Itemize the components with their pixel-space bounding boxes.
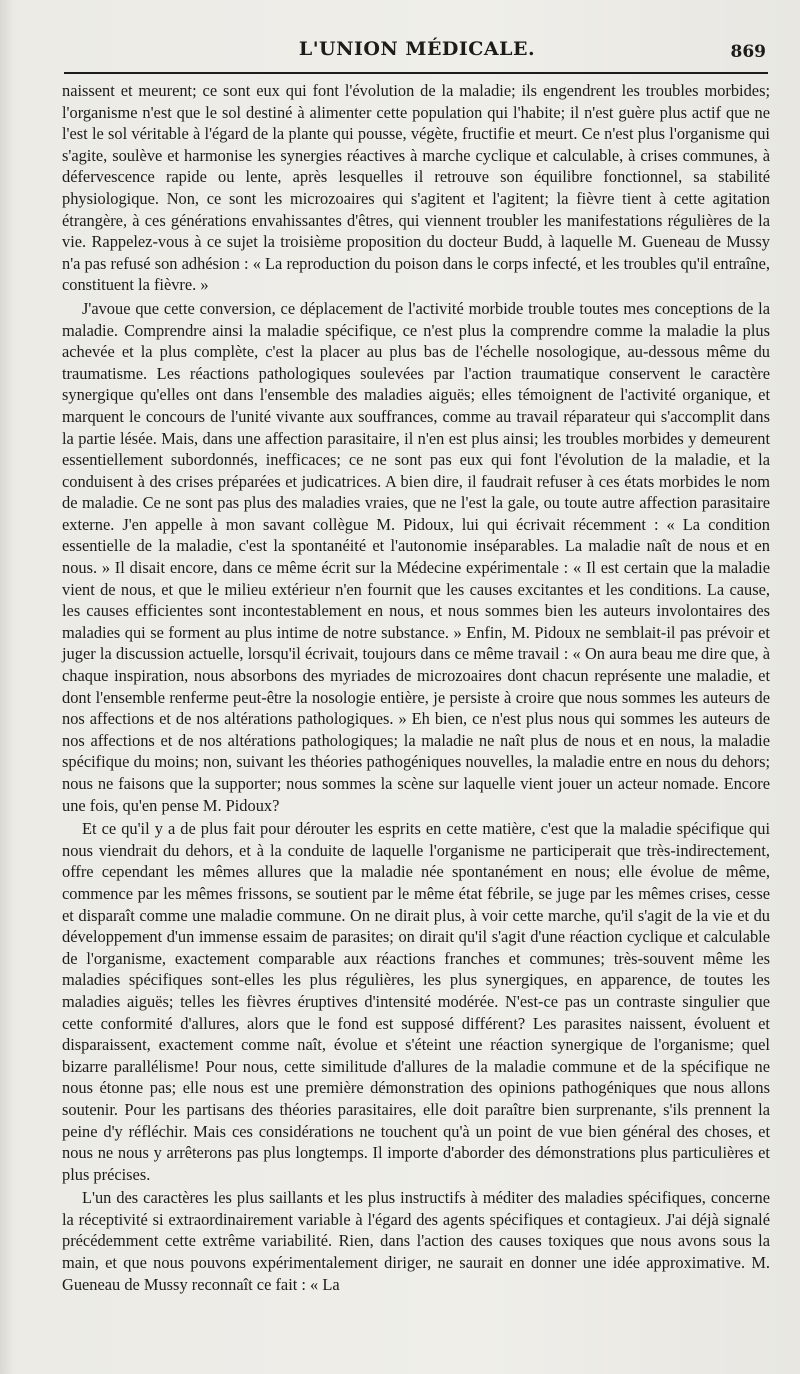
- paragraph: L'un des caractères les plus saillants et les plus instructifs à méditer des maladies spécifiques, concerne la réceptivité si extraordinairement variable à l'égard des agents spécifiques et contagieux. J'ai déjà signalé précédemment cette extrême variabilité. Rien, dans l'action des causes toxiques que nous avons sous la main, et que nous pouvons expérimentalement diriger, ne saurait en donner une idée approximative. M. Gueneau de Mussy reconnaît ce fait : « La: [62, 1188, 770, 1294]
- paragraph: Et ce qu'il y a de plus fait pour dérouter les esprits en cette matière, c'est que la maladie spécifique qui nous viendrait du dehors, et à la conduite de laquelle l'organisme ne participerait que très-indirectement, offre cependant les mêmes allures que la maladie née spontanément en nous; elle évolue de même, commence par les mêmes frissons, se soutient par le même état fébrile, se juge par les mêmes crises, cesse et disparaît comme une maladie commune. On ne dirait plus, à voir cette marche, qu'il s'agit de la vie et du développement d'un immense essaim de parasites; on dirait qu'il s'agit d'une réaction cyclique et calculable de l'organisme, exactement comparable aux réactions franches et communes; très-souvent même les maladies spécifiques sont-elles les plus régulières, les plus synergiques, en apparence, de toutes les maladies aiguës; telles les fièvres éruptives d'intensité modérée. N'est-ce pas un contraste singulier que cette conformité d'allures, alors que le fond est supposé différent? Les parasites naissent, évoluent et disparaissent, exactement comme naît, évolue et s'éteint une réaction synergique de l'organisme; quel bizarre parallélisme! Pour nous, cette similitude d'allures de la maladie commune et de la spécifique ne nous étonne pas; elle nous est une première démonstration des opinions pathogéniques que nous allons soutenir. Pour les partisans des théories parasitaires, elle doit paraître bien surprenante, s'ils prennent la peine d'y réfléchir. Mais ces considérations ne touchent qu'à un point de vue bien général des choses, et nous ne nous y arrêterons pas plus longtemps. Il importe d'aborder des démonstrations plus particulières et plus précises.: [62, 819, 770, 1184]
- page-header: [66, 38, 768, 68]
- body-text: [62, 80, 770, 1297]
- paragraph-continued: naissent et meurent; ce sont eux qui font l'évolution de la maladie; ils engendrent les troubles morbides; l'organisme n'est que le sol destiné à alimenter cette population qui l'habite; il n'est guère plus actif que ne l'est le sol véritable à l'égard de la plante qui pousse, végète, fructifie et meurt. Ce n'est plus l'organisme qui s'agite, soulève et harmonise les synergies réactives à marche cyclique et calculable, à crises communes, à défervescence rapide ou lente, après lesquelles il retrouve son équilibre fonctionnel, sa stabilité physiologique. Non, ce sont les microzoaires qui s'agitent et l'agitent; la fièvre tient à cette agitation étrangère, à ces générations envahissantes d'êtres, qui viennent troubler les manifestations régulières de la vie. Rappelez-vous à ce sujet la troisième proposition du docteur Budd, à laquelle M. Gueneau de Mussy n'a pas refusé son adhésion : « La reproduction du poison dans le corps infecté, et les troubles qu'il entraîne, constituent la fièvre. »: [62, 81, 770, 295]
- running-title: L'UNION MÉDICALE.: [298, 38, 536, 60]
- header-rule: [64, 72, 768, 74]
- page-number: 869: [730, 42, 766, 62]
- paragraph: J'avoue que cette conversion, ce déplacement de l'activité morbide trouble toutes mes conceptions de la maladie. Comprendre ainsi la maladie spécifique, ce n'est plus la comprendre comme la maladie la plus achevée et la plus complète, c'est la placer au plus bas de l'échelle nosologique, au-dessous même du traumatisme. Les réactions pathologiques soulevées par l'action traumatique conservent le caractère synergique qu'elles ont dans l'ensemble des maladies aiguës; elles témoignent de l'activité organique, et marquent le concours de l'unité vivante aux souffrances, comme au travail réparateur qui s'accomplit dans la partie lésée. Mais, dans une affection parasitaire, il n'en est plus ainsi; les troubles morbides y demeurent essentiellement subordonnés, inefficaces; ce ne sont pas eux qui font l'évolution de la maladie, et la conduisent à des crises préparées et judicatrices. A bien dire, il faudrait refuser à ces états morbides le nom de maladie. Ce ne sont pas plus des maladies vraies, que ne l'est la gale, ou toute autre affection parasitaire externe. J'en appelle à mon savant collègue M. Pidoux, lui qui écrivait récemment : « La condition essentielle de la maladie, c'est la spontanéité et l'autonomie inséparables. La maladie naît de nous et en nous. » Il disait encore, dans ce même écrit sur la Médecine expérimentale : « Il est certain que la maladie vient de nous, et que le milieu extérieur n'en fournit que les causes excitantes et les conditions. La cause, les causes efficientes sont incontestablement en nous, et nous sommes bien les auteurs involontaires des maladies qui se forment au plus intime de notre substance. » Enfin, M. Pidoux ne semblait-il pas prévoir et juger la discussion actuelle, lorsqu'il écrivait, toujours dans ce même travail : « On aura beau me dire que, à chaque inspiration, nous absorbons des myriades de microzoaires dont chacun représente une maladie, et dont l'ensemble renferme peut-être la nosologie entière, je persiste à croire que nous sommes les auteurs de nos affections et de nos altérations pathologiques. » Eh bien, ce n'est plus nous qui sommes les auteurs de nos affections et de nos altérations pathologiques; la maladie ne naît plus de nous et en nous, la maladie spécifique du moins; non, suivant les théories pathogéniques nouvelles, la maladie entre en nous du dehors; nous ne faisons que la supporter; nous sommes la scène sur laquelle vient jouer un acteur nomade. Encore une fois, qu'en pense M. Pidoux?: [62, 298, 770, 815]
